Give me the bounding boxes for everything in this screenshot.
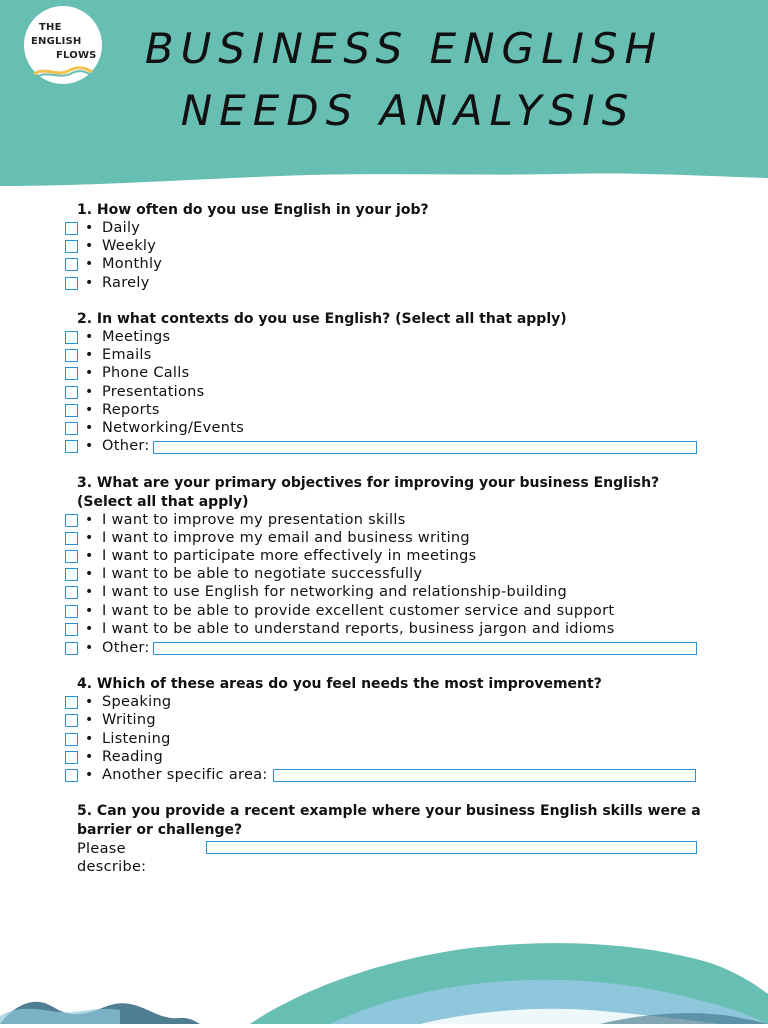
checkbox[interactable] [65,240,78,253]
option-label: Reports [102,402,160,418]
q4-another-area-text-field[interactable] [273,769,696,782]
bullet-icon: • [85,548,94,564]
question-4: 4. Which of these areas do you feel needs the most improvement? [77,676,602,692]
checkbox[interactable] [65,532,78,545]
bullet-icon: • [85,438,94,454]
option-label: Rarely [102,275,150,291]
checkbox[interactable] [65,586,78,599]
bullet-icon: • [85,256,94,272]
checkbox[interactable] [65,514,78,527]
bullet-icon: • [85,712,94,728]
checkbox[interactable] [65,751,78,764]
q2-other-text-field[interactable] [153,441,697,454]
checkbox[interactable] [65,440,78,453]
bullet-icon: • [85,640,94,656]
option-label: Meetings [102,329,171,345]
bullet-icon: • [85,347,94,363]
checkbox[interactable] [65,277,78,290]
checkbox[interactable] [65,349,78,362]
bullet-icon: • [85,584,94,600]
footer-wave-decoration [0,930,768,1024]
page-title-line2: NEEDS ANALYSIS [180,86,636,135]
bullet-icon: • [85,731,94,747]
option-label: Other: [102,438,150,454]
q3-other-text-field[interactable] [153,642,697,655]
bullet-icon: • [85,402,94,418]
page-title-line1: BUSINESS ENGLISH [144,24,664,73]
bullet-icon: • [85,530,94,546]
checkbox[interactable] [65,404,78,417]
question-5: 5. Can you provide a recent example where your business English skills were a barrier or challenge? [77,803,701,838]
option-label: I want to participate more effectively in meetings [102,548,477,564]
bullet-icon: • [85,603,94,619]
option-label: Other: [102,640,150,656]
bullet-icon: • [85,365,94,381]
option-label: Listening [102,731,171,747]
checkbox[interactable] [65,550,78,563]
checkbox[interactable] [65,222,78,235]
option-label: Another specific area: [102,767,268,783]
option-label: Networking/Events [102,420,245,436]
question-3: 3. What are your primary objectives for improving your business English? (Select all that apply) [77,475,660,510]
checkbox[interactable] [65,769,78,782]
bullet-icon: • [85,384,94,400]
checkbox[interactable] [65,642,78,655]
bullet-icon: • [85,512,94,528]
bullet-icon: • [85,566,94,582]
checkbox[interactable] [65,367,78,380]
option-label: Daily [102,220,141,236]
brush-wave-graphic [0,930,768,1024]
option-label: Reading [102,749,163,765]
bullet-icon: • [85,238,94,254]
option-label: I want to improve my email and business writing [102,530,470,546]
bullet-icon: • [85,621,94,637]
checkbox[interactable] [65,623,78,636]
option-label: Phone Calls [102,365,190,381]
question-2: 2. In what contexts do you use English? (Select all that apply) [77,311,567,327]
checkbox[interactable] [65,422,78,435]
checkbox[interactable] [65,568,78,581]
checkbox[interactable] [65,331,78,344]
bullet-icon: • [85,220,94,236]
q5-prompt-label: Please describe: [77,841,147,875]
option-label: I want to use English for networking and relationship-building [102,584,568,600]
checkbox[interactable] [65,258,78,271]
option-label: I want to be able to negotiate successfully [102,566,423,582]
checkbox[interactable] [65,386,78,399]
checkbox[interactable] [65,605,78,618]
checkbox[interactable] [65,733,78,746]
checkbox[interactable] [65,714,78,727]
logo-text-line1: THE [39,22,62,33]
bullet-icon: • [85,767,94,783]
option-label: Writing [102,712,156,728]
bullet-icon: • [85,749,94,765]
bullet-icon: • [85,694,94,710]
q5-description-text-field[interactable] [206,841,697,854]
header-banner [0,0,768,190]
checkbox[interactable] [65,696,78,709]
logo-text-line2: ENGLISH [31,36,82,47]
question-1: 1. How often do you use English in your job? [77,202,429,218]
option-label: Weekly [102,238,157,254]
option-label: Emails [102,347,152,363]
option-label: Speaking [102,694,172,710]
option-label: I want to improve my presentation skills [102,512,406,528]
logo-text-line3: FLOWS [56,50,97,61]
option-label: Monthly [102,256,163,272]
bullet-icon: • [85,275,94,291]
option-label: Presentations [102,384,205,400]
option-label: I want to be able to understand reports, business jargon and idioms [102,621,615,637]
option-label: I want to be able to provide excellent customer service and support [102,603,615,619]
bullet-icon: • [85,329,94,345]
bullet-icon: • [85,420,94,436]
